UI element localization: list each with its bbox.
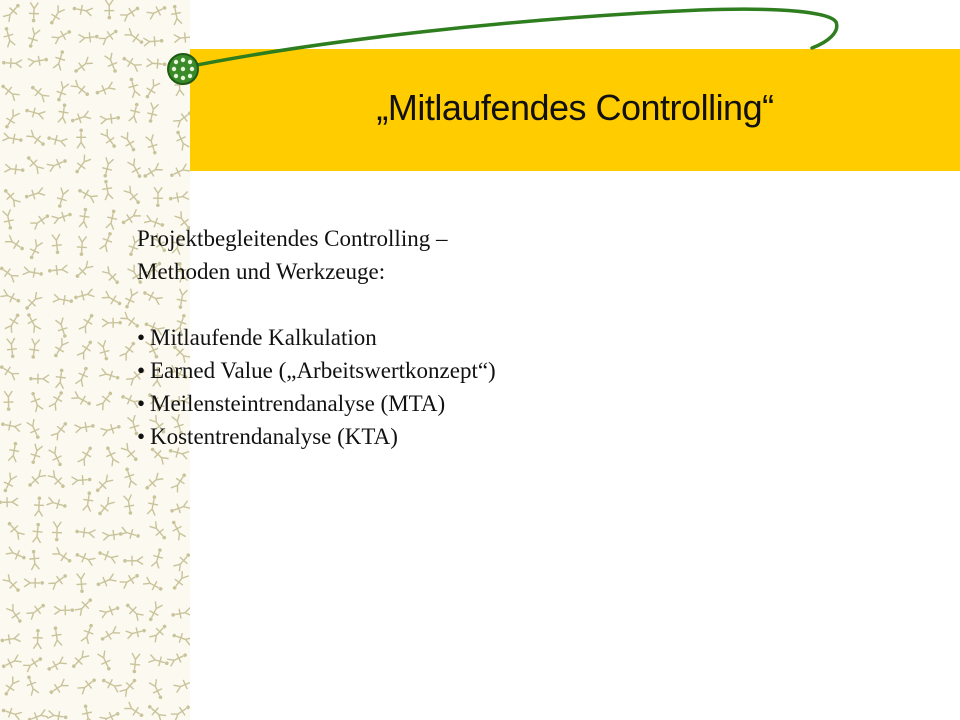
list-item xyxy=(137,387,837,420)
bullet-icon: • xyxy=(137,391,146,416)
bullet-icon: • xyxy=(137,424,146,449)
list-item xyxy=(137,420,837,453)
bullet-icon: • xyxy=(137,325,146,350)
bullet-list xyxy=(137,321,837,453)
slide-title: „Mitlaufendes Controlling“ xyxy=(376,87,774,128)
intro-line-1: Projektbegleitendes Controlling – xyxy=(137,226,448,251)
intro-line-2: Methoden und Werkzeuge: xyxy=(137,259,386,284)
spacer xyxy=(137,288,837,321)
list-item xyxy=(137,321,837,354)
slide-body xyxy=(137,222,837,453)
bullet-text: Earned Value („Arbeitswertkonzept“) xyxy=(150,358,496,383)
bullet-text: Meilensteintrendanalyse (MTA) xyxy=(150,391,446,416)
list-item xyxy=(137,354,837,387)
bullet-text: Mitlaufende Kalkulation xyxy=(150,325,377,350)
bullet-text: Kostentrendanalyse (KTA) xyxy=(150,424,398,449)
bullet-icon: • xyxy=(137,358,146,383)
